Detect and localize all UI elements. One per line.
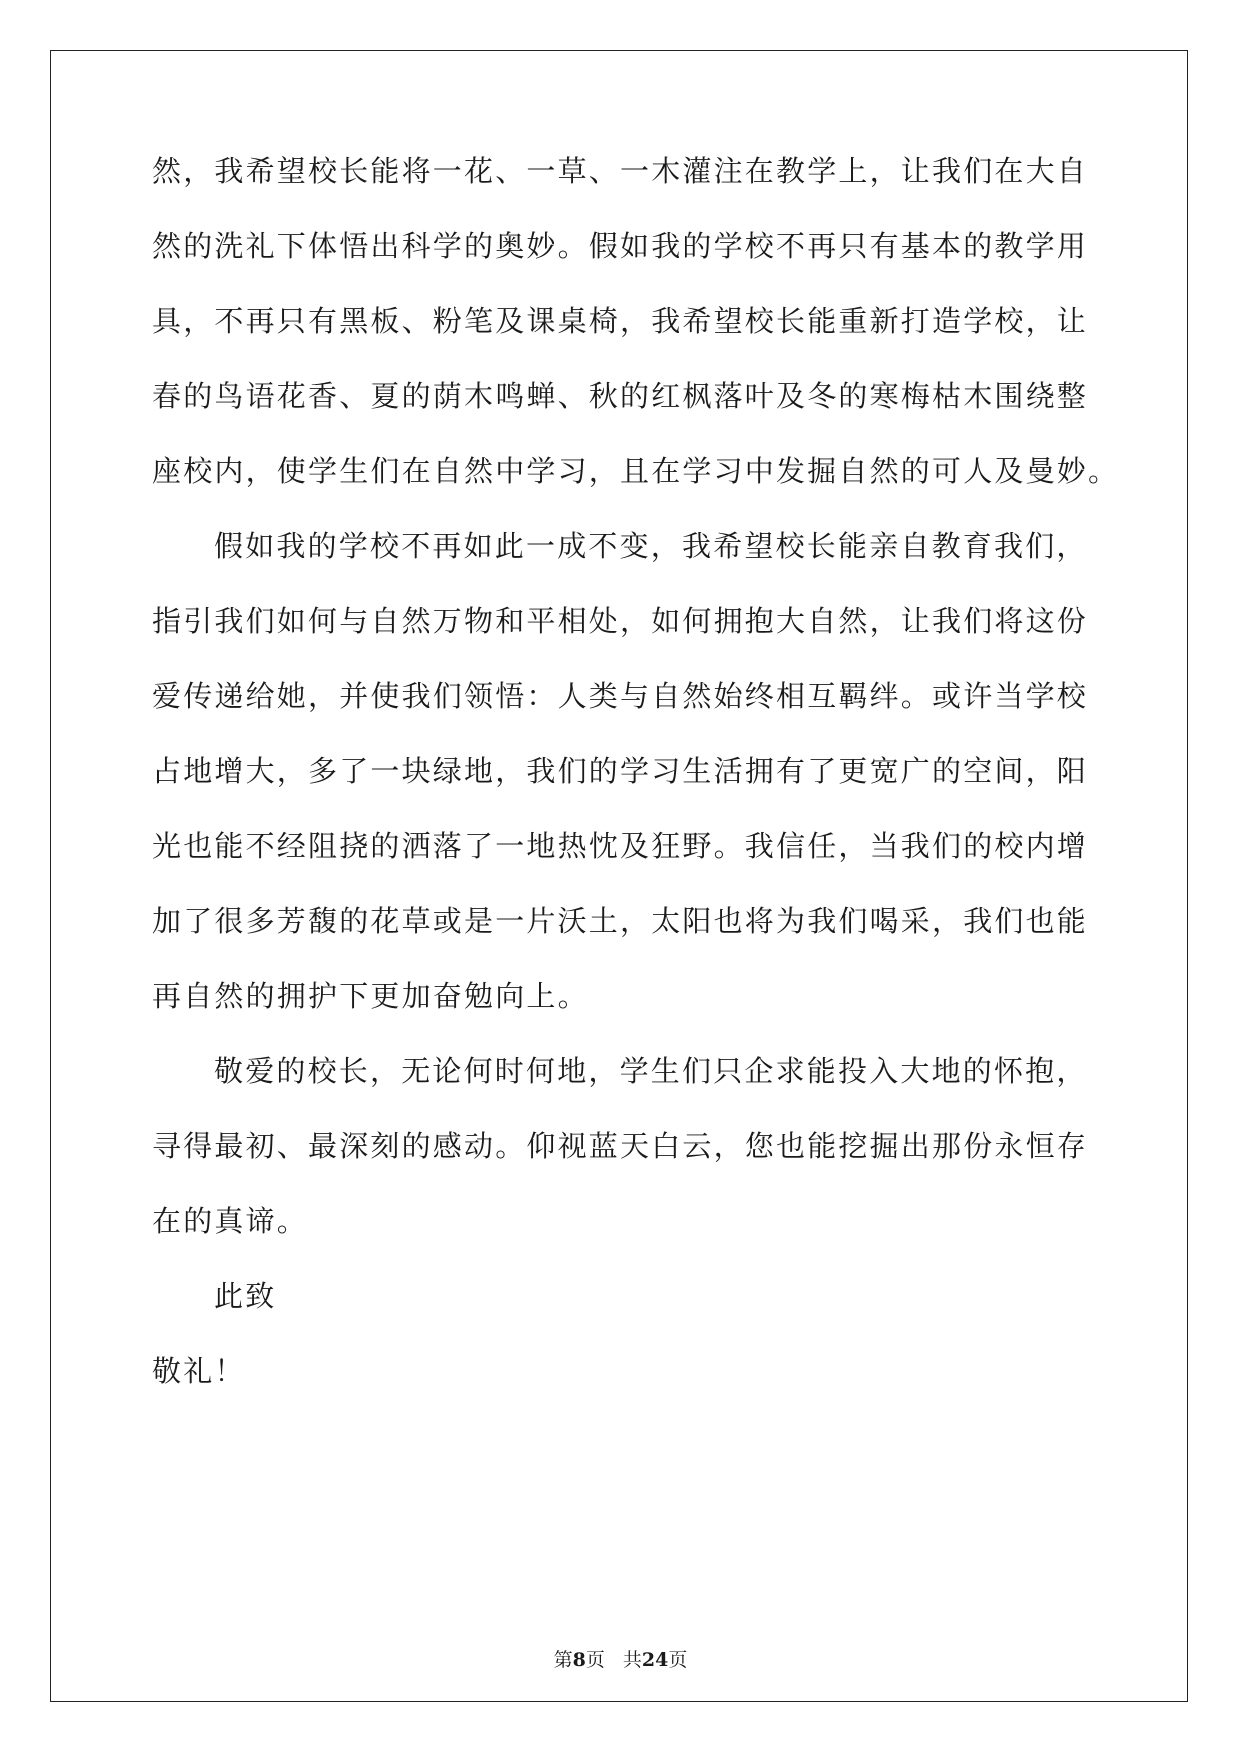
page-footer: [0, 1645, 1241, 1672]
body-line: 具，不再只有黑板、粉笔及课桌椅，我希望校长能重新打造学校，让: [152, 304, 1089, 338]
page-suffix: 页: [585, 1649, 605, 1671]
body-line: 春的鸟语花香、夏的荫木鸣蝉、秋的红枫落叶及冬的寒梅枯木围绕整: [152, 379, 1089, 413]
body-line: 再自然的拥护下更加奋勉向上。: [152, 979, 589, 1013]
paragraph-start-line: 敬爱的校长，无论何时何地，学生们只企求能投入大地的怀抱，: [214, 1054, 1088, 1088]
body-line: 然，我希望校长能将一花、一草、一木灌注在教学上，让我们在大自: [152, 154, 1089, 188]
total-pages: 24: [641, 1649, 669, 1671]
body-line: 然的洗礼下体悟出科学的奥妙。假如我的学校不再只有基本的教学用: [152, 229, 1089, 263]
body-line: 占地增大，多了一块绿地，我们的学习生活拥有了更宽广的空间，阳: [152, 754, 1089, 788]
body-line: 光也能不经阻挠的洒落了一地热忱及狂野。我信任，当我们的校内增: [152, 829, 1089, 863]
closing-salutation: 此致: [214, 1279, 277, 1313]
page-prefix: 第: [553, 1649, 573, 1671]
body-line: 指引我们如何与自然万物和平相处，如何拥抱大自然，让我们将这份: [152, 604, 1089, 638]
body-line: 座校内，使学生们在自然中学习，且在学习中发掘自然的可人及曼妙。: [152, 454, 1120, 488]
closing-regards: 敬礼！: [152, 1354, 246, 1388]
body-line: 在的真谛。: [152, 1204, 309, 1238]
page-border: [50, 50, 1188, 1702]
paragraph-start-line: 假如我的学校不再如此一成不变，我希望校长能亲自教育我们，: [214, 529, 1088, 563]
body-line: 寻得最初、最深刻的感动。仰视蓝天白云，您也能挖掘出那份永恒存: [152, 1129, 1089, 1163]
total-suffix: 页: [668, 1649, 688, 1671]
page-number: 8: [572, 1649, 586, 1671]
body-line: 加了很多芳馥的花草或是一片沃土，太阳也将为我们喝采，我们也能: [152, 904, 1089, 938]
total-prefix: 共: [622, 1649, 642, 1671]
body-line: 爱传递给她，并使我们领悟：人类与自然始终相互羁绊。或许当学校: [152, 679, 1089, 713]
